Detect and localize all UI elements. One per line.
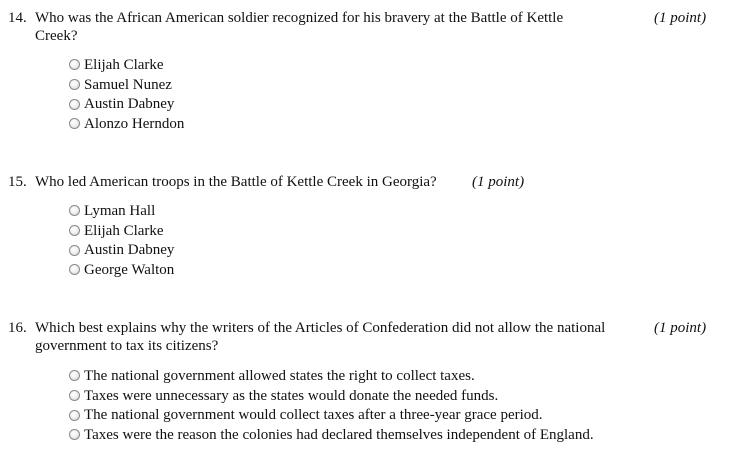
answer-options xyxy=(69,366,594,445)
radio-button[interactable] xyxy=(69,410,80,421)
question-number: 16. xyxy=(8,320,27,336)
answer-option[interactable] xyxy=(69,386,594,406)
radio-button[interactable] xyxy=(69,429,80,440)
question-number: 15. xyxy=(8,174,27,190)
radio-button[interactable] xyxy=(69,118,80,129)
radio-button[interactable] xyxy=(69,370,80,381)
answer-option-label[interactable]: Lyman Hall xyxy=(84,202,156,219)
radio-button[interactable] xyxy=(69,264,80,275)
answer-option[interactable] xyxy=(69,260,174,280)
answer-option[interactable] xyxy=(69,114,184,134)
answer-option-label[interactable]: Austin Dabney xyxy=(84,242,175,259)
question-text-line-1: Which best explains why the writers of the Articles of Confederation did not allow the national xyxy=(35,320,606,336)
question-text xyxy=(35,173,475,191)
radio-button[interactable] xyxy=(69,205,80,216)
answer-option[interactable] xyxy=(69,221,174,241)
answer-option[interactable] xyxy=(69,201,174,221)
answer-option-label[interactable]: The national government would collect taxes after a three-year grace period. xyxy=(84,407,543,424)
answer-option[interactable] xyxy=(69,405,594,425)
question-points: (1 point) xyxy=(472,174,525,190)
answer-option-label[interactable]: Elijah Clarke xyxy=(84,56,164,73)
question-text-line-1: Who led American troops in the Battle of Kettle Creek in Georgia? xyxy=(35,174,437,190)
answer-option[interactable] xyxy=(69,75,184,95)
answer-option-label[interactable]: Alonzo Herndon xyxy=(84,115,185,132)
answer-option-label[interactable]: George Walton xyxy=(84,261,175,278)
question-points: (1 point) xyxy=(654,10,707,26)
answer-option[interactable] xyxy=(69,240,174,260)
answer-option[interactable] xyxy=(69,425,594,445)
question-text xyxy=(35,319,650,355)
question-number: 14. xyxy=(8,10,27,26)
answer-option-label[interactable]: The national government allowed states the right to collect taxes. xyxy=(84,367,475,384)
radio-button[interactable] xyxy=(69,59,80,70)
question-text-line-1: Who was the African American soldier recognized for his bravery at the Battle of Kettle xyxy=(35,10,564,26)
question-points: (1 point) xyxy=(654,320,707,336)
answer-option-label[interactable]: Taxes were the reason the colonies had declared themselves independent of England. xyxy=(84,426,594,443)
radio-button[interactable] xyxy=(69,245,80,256)
radio-button[interactable] xyxy=(69,225,80,236)
question-text-line-2: government to tax its citizens? xyxy=(35,338,219,354)
answer-option[interactable] xyxy=(69,55,184,75)
radio-button[interactable] xyxy=(69,390,80,401)
answer-option-label[interactable]: Elijah Clarke xyxy=(84,222,164,239)
answer-option-label[interactable]: Austin Dabney xyxy=(84,96,175,113)
answer-option[interactable] xyxy=(69,94,184,114)
answer-options xyxy=(69,55,184,134)
answer-option-label[interactable]: Taxes were unnecessary as the states would donate the needed funds. xyxy=(84,387,499,404)
radio-button[interactable] xyxy=(69,79,80,90)
radio-button[interactable] xyxy=(69,99,80,110)
answer-options xyxy=(69,201,174,280)
answer-option-label[interactable]: Samuel Nunez xyxy=(84,76,172,93)
question-text xyxy=(35,9,635,45)
answer-option[interactable] xyxy=(69,366,594,386)
question-text-line-2: Creek? xyxy=(35,28,78,44)
